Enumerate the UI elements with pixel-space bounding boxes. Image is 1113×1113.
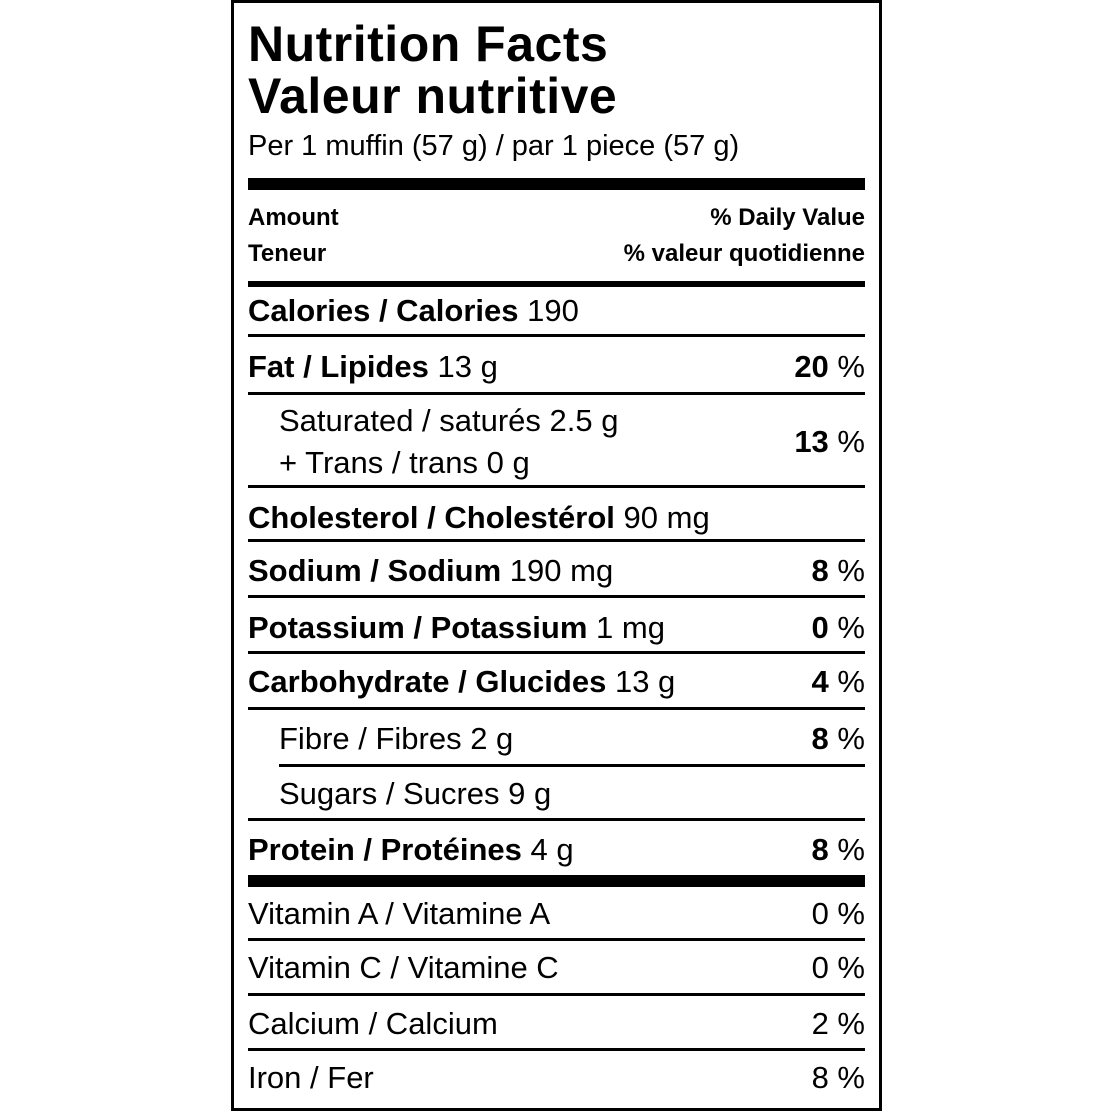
row-divider xyxy=(248,595,865,598)
daily-value-header-en: % Daily Value xyxy=(710,204,865,231)
row-divider xyxy=(248,485,865,488)
row-divider xyxy=(248,1048,865,1051)
iron-label: Iron / Fer xyxy=(248,1060,374,1095)
iron-daily-value: 8 % xyxy=(811,1060,865,1095)
thick-divider xyxy=(248,178,865,190)
vitamin-c-daily-value: 0 % xyxy=(811,950,865,985)
calories-value: 190 xyxy=(527,293,579,328)
sodium-dv-number: 8 xyxy=(811,553,829,588)
calcium-label: Calcium / Calcium xyxy=(248,1006,498,1041)
fat-label: Fat / Lipides xyxy=(248,349,429,384)
daily-value-header-fr: % valeur quotidienne xyxy=(623,240,865,267)
fat-dv-unit: % xyxy=(837,349,865,384)
potassium-dv-number: 0 xyxy=(811,610,829,645)
vitamin-c-label: Vitamin C / Vitamine C xyxy=(248,950,559,985)
potassium-daily-value xyxy=(812,612,865,643)
carbohydrate-dv-unit: % xyxy=(837,664,865,699)
cholesterol-name xyxy=(248,502,710,533)
row-divider xyxy=(248,539,865,542)
row-divider-indented xyxy=(279,764,865,767)
row-divider xyxy=(248,334,865,337)
trans-label: + Trans / trans 0 g xyxy=(279,445,530,480)
vitamin-a-daily-value: 0 % xyxy=(811,896,865,931)
title-french: Valeur nutritive xyxy=(248,68,618,124)
potassium-dv-unit: % xyxy=(837,610,865,645)
cholesterol-amount: 90 mg xyxy=(623,500,710,535)
sugars-label: Sugars / Sucres 9 g xyxy=(279,776,552,811)
amount-header-en: Amount xyxy=(248,204,339,231)
carbohydrate-amount: 13 g xyxy=(614,664,676,699)
nutrition-facts-label xyxy=(231,0,882,1111)
cholesterol-label: Cholesterol / Cholestérol xyxy=(248,500,615,535)
potassium-name xyxy=(248,612,665,643)
fibre-dv-number: 8 xyxy=(811,721,829,756)
row-divider xyxy=(248,818,865,821)
protein-amount: 4 g xyxy=(530,832,574,867)
row-divider xyxy=(248,938,865,941)
calories-name xyxy=(248,295,579,326)
fat-amount: 13 g xyxy=(437,349,498,384)
potassium-label: Potassium / Potassium xyxy=(248,610,588,645)
protein-name xyxy=(248,834,574,865)
amount-header-fr: Teneur xyxy=(248,240,327,267)
protein-dv-unit: % xyxy=(837,832,865,867)
row-divider xyxy=(248,651,865,654)
carbohydrate-dv-number: 4 xyxy=(811,664,829,699)
sodium-dv-unit: % xyxy=(837,553,865,588)
thick-divider xyxy=(248,875,865,887)
potassium-amount: 1 mg xyxy=(596,610,665,645)
vitamin-a-label: Vitamin A / Vitamine A xyxy=(248,896,551,931)
sodium-name xyxy=(248,555,613,586)
saturated-label: Saturated / saturés 2.5 g xyxy=(279,403,619,438)
carbohydrate-label: Carbohydrate / Glucides xyxy=(248,664,607,699)
fat-name xyxy=(248,351,498,382)
fat-daily-value xyxy=(794,351,865,382)
row-divider xyxy=(248,993,865,996)
fibre-dv-unit: % xyxy=(837,721,865,756)
title-english: Nutrition Facts xyxy=(248,16,609,72)
fibre-daily-value xyxy=(812,723,865,754)
protein-label: Protein / Protéines xyxy=(248,832,522,867)
carbohydrate-name xyxy=(248,666,675,697)
label-content xyxy=(248,3,865,1108)
row-divider xyxy=(248,707,865,710)
medium-divider xyxy=(248,281,865,287)
fibre-label: Fibre / Fibres 2 g xyxy=(279,721,514,756)
protein-daily-value xyxy=(812,834,865,865)
saturated-daily-value xyxy=(794,426,865,457)
sodium-amount: 190 mg xyxy=(509,553,614,588)
calories-label: Calories / Calories xyxy=(248,293,519,328)
serving-size: Per 1 muffin (57 g) / par 1 piece (57 g) xyxy=(248,130,740,162)
saturated-dv-number: 13 xyxy=(794,424,829,459)
sodium-label: Sodium / Sodium xyxy=(248,553,502,588)
sodium-daily-value xyxy=(812,555,865,586)
calcium-daily-value: 2 % xyxy=(811,1006,865,1041)
saturated-dv-unit: % xyxy=(837,424,865,459)
row-divider xyxy=(248,392,865,395)
carbohydrate-daily-value xyxy=(812,666,865,697)
protein-dv-number: 8 xyxy=(811,832,829,867)
fat-dv-number: 20 xyxy=(794,349,829,384)
